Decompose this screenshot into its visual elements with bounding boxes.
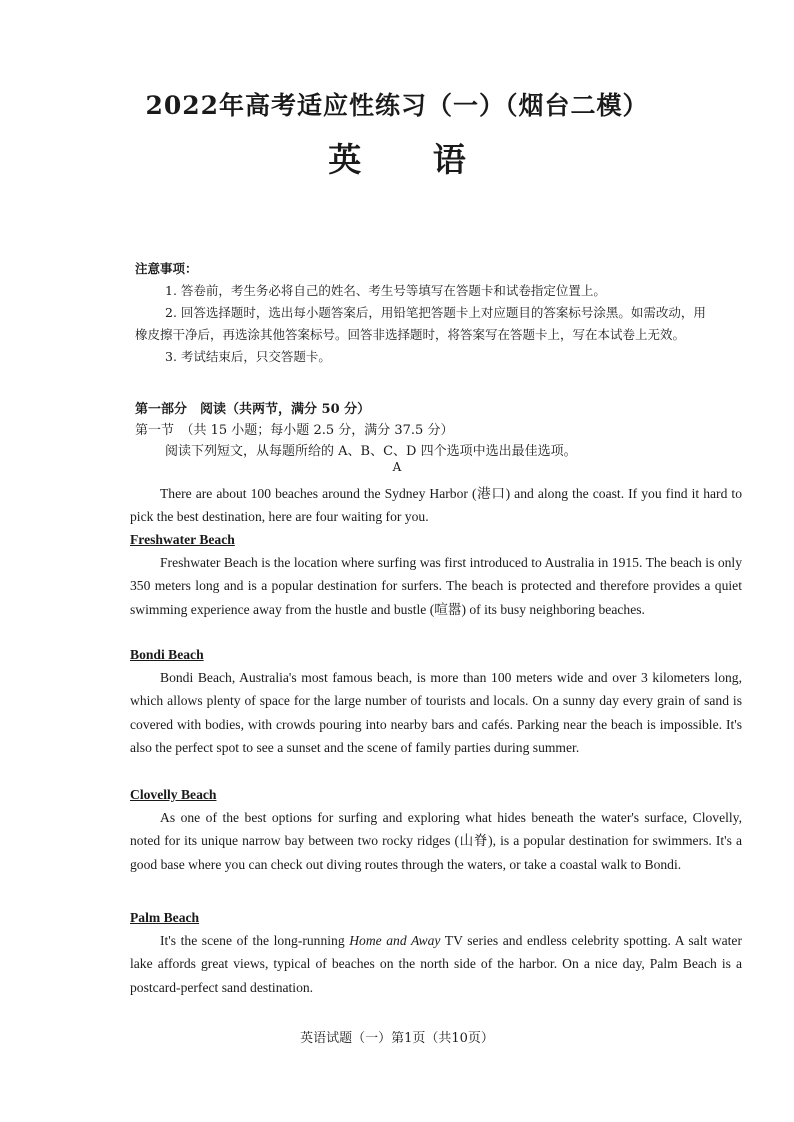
beach-heading: Palm Beach bbox=[130, 910, 200, 925]
beach-paragraph: Bondi Beach, Australia's most famous beach, is more than 100 meters wide and over 3 kilometers long, which allows plenty of space for the large number of tourists and locals. On a sunny day every grain of sand is covered with bodies, with crowds pouring into nearby bars and cafés. Parking near the beach is impossible. It's also the perfect spot to see a sunset and the scene of family parties during summer. bbox=[130, 670, 742, 755]
beach-heading: Bondi Beach bbox=[130, 647, 204, 662]
beach-paragraph: As one of the best options for surfing and exploring what hides beneath the water's surface, Clovelly, noted for its unique narrow bay between two rocky ridges (山脊), is a popular destination for swimmers. It's a good base where you can check out diving routes through the waters, or take a coastal walk to Bondi. bbox=[130, 810, 742, 872]
subject-title: 英 语 bbox=[328, 140, 496, 179]
beach-paragraph bbox=[130, 929, 742, 999]
notes-heading: 注意事项： bbox=[135, 261, 198, 276]
note-item-3: 3. 考试结束后，只交答题卡。 bbox=[165, 349, 331, 364]
part-title: 第一部分 阅读（共两节，满分 50 分） bbox=[135, 402, 371, 417]
note-item-2: 2. 回答选择题时，选出每小题答案后，用铅笔把答题卡上对应题目的答案标号涂黑。如需改动，用橡皮擦干净后，再选涂其他答案标号。回答非选择题时，将答案写在答题卡上，写在本试卷上无效。 bbox=[135, 305, 706, 342]
beach-palm bbox=[130, 906, 742, 999]
section-title: 第一节 （共 15 小题；每小题 2.5 分，满分 37.5 分） bbox=[135, 423, 454, 438]
page-footer: 英语试题（一）第1页（共10页） bbox=[300, 1031, 494, 1046]
notes-block bbox=[135, 258, 710, 368]
beach-clovelly bbox=[130, 783, 742, 876]
beach-paragraph: Freshwater Beach is the location where surfing was first introduced to Australia in 1915. The beach is only 350 meters long and is a popular destination for surfers. The beach is protected and therefore provides a quiet swimming experience away from the hustle and bustle (喧嚣) of its busy neighboring beaches. bbox=[130, 555, 742, 617]
passage-intro bbox=[130, 482, 742, 528]
note-item-1: 1. 答卷前，考生务必将自己的姓名、考生号等填写在答题卡和试卷指定位置上。 bbox=[165, 283, 606, 298]
beach-heading: Freshwater Beach bbox=[130, 532, 235, 547]
section-instruction: 阅读下列短文，从每题所给的 A、B、C、D 四个选项中选出最佳选项。 bbox=[165, 444, 577, 459]
text-after: TV series and endless celebrity spotting. A salt water lake affords great views, typical of beaches on the north side of the harbor. On a nice day, Palm Beach is a postcard-perfect sand destination. bbox=[130, 933, 742, 995]
text-before: It's the scene of the long-running bbox=[160, 933, 350, 949]
passage-label: A bbox=[392, 460, 402, 474]
series-title: Home and Away bbox=[349, 933, 441, 949]
beach-freshwater bbox=[130, 528, 742, 621]
intro-paragraph: There are about 100 beaches around the Sydney Harbor (港口) and along the coast. If you find it hard to pick the best destination, here are four waiting for you. bbox=[130, 486, 742, 525]
exam-title: 2022年高考适应性练习（一）（烟台二模） bbox=[145, 91, 649, 120]
beach-bondi bbox=[130, 643, 742, 759]
beach-heading: Clovelly Beach bbox=[130, 787, 217, 802]
